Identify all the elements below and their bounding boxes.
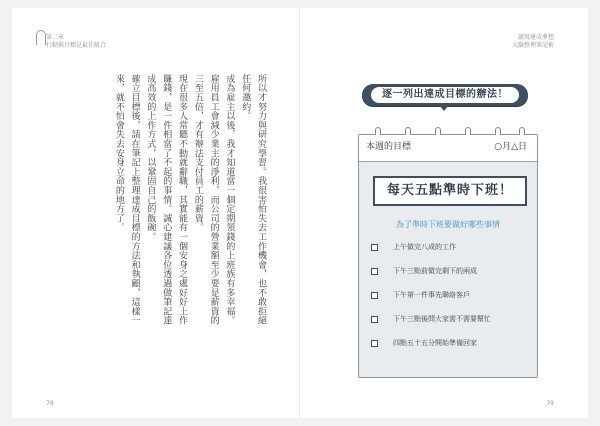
task-item bbox=[371, 338, 531, 350]
goal-box bbox=[373, 176, 527, 206]
right-page-number: 79 bbox=[546, 400, 554, 407]
card-date: ○月△日 bbox=[494, 142, 527, 152]
chapter-number: 第二章 bbox=[46, 34, 65, 41]
task-text: 下午三點後問大家需不需要幫忙 bbox=[393, 315, 491, 323]
card-title: 本週的目標 bbox=[366, 142, 412, 152]
task-text: 上午做完八成的工作 bbox=[393, 243, 456, 251]
vertical-body-text bbox=[62, 74, 268, 334]
checkbox-icon bbox=[371, 268, 378, 275]
task-item bbox=[371, 266, 531, 278]
chapter-title: 行動與目標是最佳組合 bbox=[46, 42, 107, 49]
task-text: 下午三點前做完剩下的兩成 bbox=[393, 267, 477, 275]
book-title-line-2: 大腦整理筆記術 bbox=[511, 42, 554, 49]
task-item bbox=[371, 290, 531, 302]
task-text: 下午第一件事先聯絡客戶 bbox=[393, 291, 470, 299]
paragraph: 所以才努力與研究學習。我很害怕失去工作機會，也不敢拒絕任何邀約。 bbox=[240, 74, 266, 326]
book-title-line-1: 讀寫達成夢想 bbox=[517, 34, 554, 41]
checkbox-icon bbox=[371, 340, 378, 347]
task-subheading: 為了準時下班要做好哪些事情 bbox=[396, 220, 500, 229]
banner bbox=[362, 84, 528, 106]
banner-label: 逐一列出達成目標的辦法！ bbox=[371, 87, 519, 103]
checkbox-icon bbox=[371, 316, 378, 323]
paragraph: 現在很多人常聽不動就辭職，其實能有一個安身之處好好上作賺錢，是一件相當了不起的事情。誠心建議各位透過做筆記達成高效的上作方式，以鞏固自己的飯碗。 bbox=[145, 74, 188, 326]
book-spread bbox=[12, 8, 588, 418]
task-item bbox=[371, 242, 531, 254]
checkbox-icon bbox=[371, 244, 378, 251]
chapter-tab-mark bbox=[36, 30, 46, 45]
right-running-head bbox=[512, 34, 554, 50]
left-page bbox=[12, 8, 300, 418]
card-header bbox=[359, 135, 537, 162]
goal-text: 每天五點準時下班！ bbox=[386, 183, 513, 198]
paragraph: 成為雇主以後，我才知道當一個定期領錢的上班族有多幸福。雇用員工會減少業主的淨利，而公司的營業額至少要是薪資的三至五倍，才有辦法支付員工的薪資。 bbox=[192, 74, 235, 326]
left-page-number: 78 bbox=[46, 400, 54, 407]
banner-pointer bbox=[439, 105, 449, 111]
right-page bbox=[300, 8, 588, 418]
task-text: 四點五十五分開始準備回家 bbox=[393, 339, 477, 347]
task-item bbox=[371, 314, 531, 326]
checkbox-icon bbox=[371, 292, 378, 299]
left-running-head bbox=[46, 34, 106, 50]
card-body bbox=[359, 162, 537, 377]
paragraph: 確立目標後，請在筆記上整理達成目標的方法和執顧，這樣一來，就不怕會失去安身立命的地方了。 bbox=[113, 74, 140, 326]
weekly-goal-card bbox=[358, 134, 538, 378]
